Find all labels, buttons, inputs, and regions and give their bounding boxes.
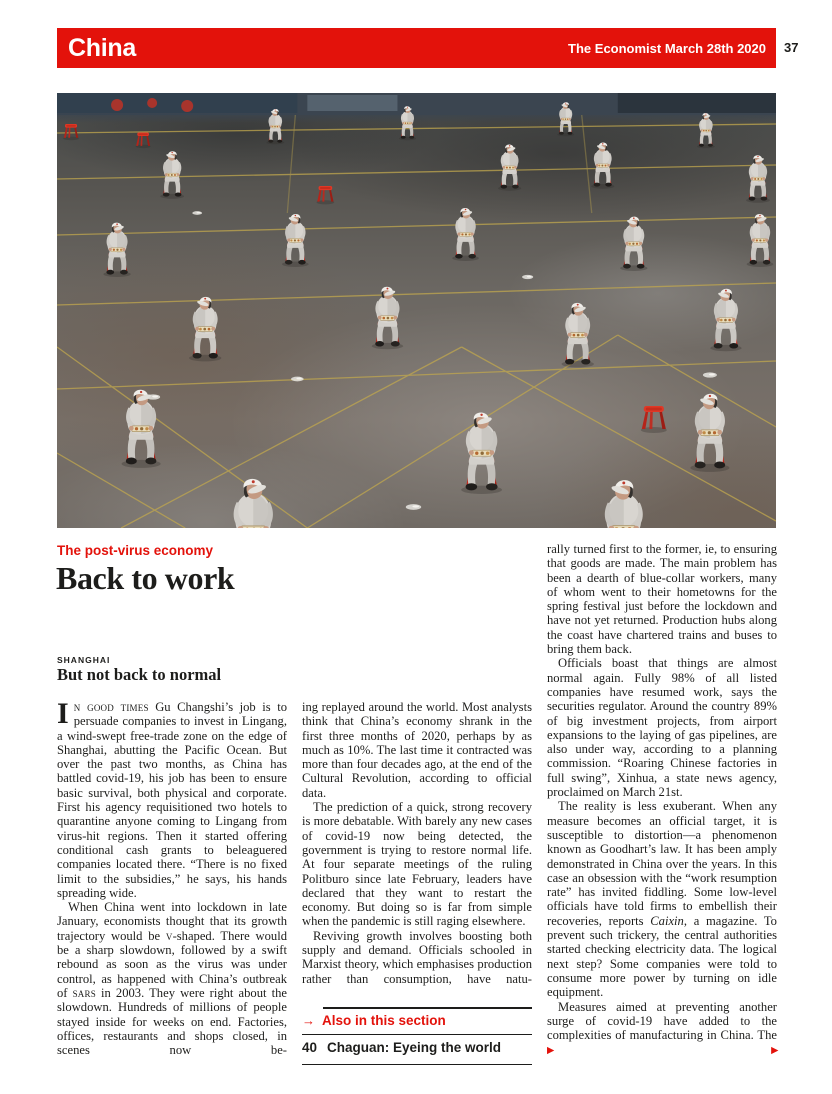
body-paragraph: Reviving growth involves boosting both supply and demand. Officials schooled in Marxist theory, which emphasises production rather than consumption, have natu- [302, 928, 532, 986]
body-paragraph: rally turned first to the former, ie, to ensuring that goods are made. The main problem has been a dearth of blue-collar workers, many of whom went to their hometowns for the spring festival just before the lockdown and have not yet returned. Production hubs along the coast have chartered trains and buses to bring them back. [547, 542, 777, 657]
body-paragraph: In good times Gu Changshi’s job is to persuade companies to invest in Lingang, a wind-swept free-trade zone on the edge of Shanghai, abutting the Pacific Ocean. But over the past two months, as China has battled covid-19, his job has been to ensure basic survival, both physical and corporate. First his agency requisitioned two hotels to quarantine anyone coming to Lingang from virus-hit regions. Then it started offering conditional cash grants to beleaguered companies located there. “There is no fixed limit to the subsidies,” he says, his hands spreading wide. [57, 697, 287, 900]
arrow-right-icon: → [302, 1012, 315, 1028]
also-in-section-header [302, 1009, 532, 1034]
also-item-page: 40 [302, 1040, 318, 1056]
section-title: China [68, 33, 136, 62]
body-paragraph: Measures aimed at preventing another surge of covid-19 have added to the complexities of manufacturing in China. The ▶▶ [547, 999, 777, 1057]
section-banner [57, 28, 776, 68]
body-column-1 [57, 697, 287, 1058]
dateline: SHANGHAI [57, 655, 111, 665]
napkin [192, 211, 202, 215]
also-in-section-box [302, 1007, 532, 1065]
body-column-3 [547, 542, 777, 1059]
page-number: 37 [784, 40, 799, 55]
drop-cap: I [57, 697, 69, 730]
body-paragraph: Officials boast that things are almost normal again. Fully 98% of all listed companies have resumed work, says the securities regulator. Around the country 89% of big investment projects, from airport expansions to the laying of gas pipelines, are also under way, according to a planning commission. “Roaring Chinese factories in full swing”, Xinhua, a state news agency, proclaimed on March 21st. [547, 656, 777, 800]
also-item-title: Chaguan: Eyeing the world [327, 1040, 502, 1056]
photo-background-band [57, 93, 776, 123]
article-subtitle: But not back to normal [57, 665, 222, 684]
napkin [291, 377, 304, 382]
body-paragraph: The reality is less exuberant. When any measure becomes an official target, it is susceptible to distortion—a phenomenon known as Goodhart’s law. It has been amply demonstrated in China over the years. In this case an obsession with the “work resumption rate” has invited fiddling. Some low-level officials have told firms to embellish their recoveries, reports Caixin, a magazine. To prevent such trickery, the central authorities started checking electricity data. The logical next step? Some companies were told to consume more power by turning on idle equipment. [547, 799, 777, 1000]
napkin [406, 504, 421, 510]
body-column-2 [302, 700, 532, 1065]
napkin [703, 372, 717, 377]
napkin [522, 275, 533, 279]
also-in-section-item [302, 1034, 532, 1064]
lead-photo [57, 93, 776, 528]
photo-floor [57, 93, 776, 528]
body-paragraph: When China went into lockdown in late January, economists thought that its growth trajectory would be v-shaped. There would be a sharp slowdown, followed by a swift rebound as soon as the virus was under control, as happened with China’s outbreak of sars in 2003. They were right about the slowdown. Hundreds of millions of people stayed inside for weeks on end. Factories, offices, restaurants and shops closed, in scenes now be- [57, 900, 287, 1058]
article-kicker: The post-virus economy [57, 543, 214, 558]
lead-photo-illustration [57, 93, 776, 528]
body-paragraph: ing replayed around the world. Most analysts think that China’s economy shrank in the first three months of 2020, perhaps by as much as 10%. The last time it contracted was more than four decades ago, at the end of the Cultural Revolution, according to official data. [302, 700, 532, 800]
article-title: Back to work [56, 560, 235, 596]
body-paragraph: The prediction of a quick, strong recovery is more debatable. With barely any new cases of covid-19 now being detected, the government is trying to restore normal life. At four separate meetings of the ruling Politburo since late February, leaders have declared that they want to restart the economy. But doing so is far from simple when the pandemic is still raging elsewhere. [302, 800, 532, 929]
continuation-marker-icon: ▶▶ [547, 1046, 777, 1057]
also-in-section-label: Also in this section [322, 1012, 446, 1028]
issue-date: The Economist March 28th 2020 [568, 40, 766, 56]
